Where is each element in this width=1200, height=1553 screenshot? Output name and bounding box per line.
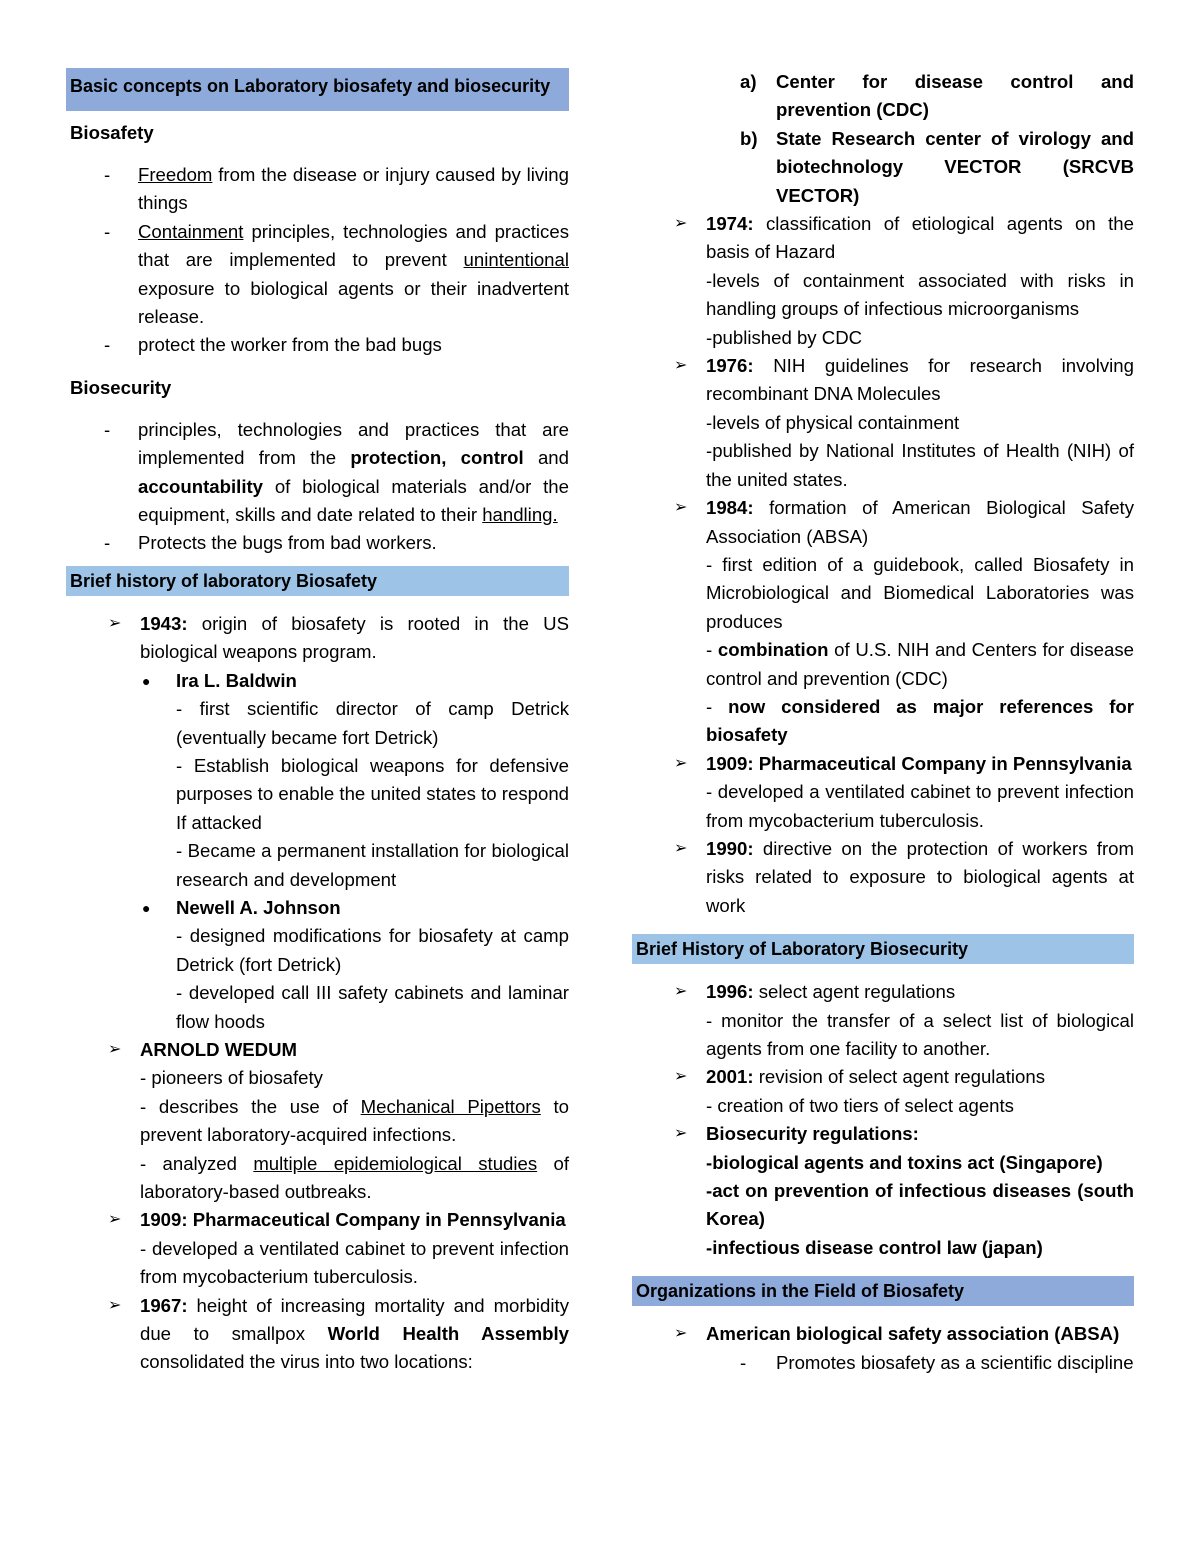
text: - [706,695,729,717]
timeline-item-1990 [632,835,1134,920]
text: accountability [138,475,264,497]
section-header-organizations: Organizations in the Field of Biosafety [632,1276,1134,1306]
location-a [632,68,1134,125]
list-item [66,331,569,359]
year: 2001: [706,1066,754,1088]
text: formation of American Biological Safety Association (ABSA) [706,497,1134,547]
text: combination [717,639,829,661]
text: exposure to biological agents or their inadvertent release. [138,277,569,328]
arrow-icon: ➢ [674,357,688,375]
year: 1996: [706,981,754,1003]
term: Mechanical Pipettors [360,1095,541,1117]
year: 1967: [140,1294,188,1316]
org-name: American biological safety association (ABSA) [706,1323,1120,1345]
dash-marker: - [104,532,111,554]
text: -levels of containment associated with risks in handling groups of infectious microorganisms [706,269,1134,320]
arrow-icon: ➢ [674,499,688,517]
person-name: ARNOLD WEDUM [140,1038,297,1060]
timeline-item-wedum [66,1036,569,1206]
text: select agent regulations [753,981,956,1003]
arrow-icon: ➢ [674,983,688,1001]
text: of laboratory-based outbreaks. [140,1152,569,1202]
text: State Research center of virology and biotechnology VECTOR (SRCVB VECTOR) [776,127,1134,206]
arrow-icon: ➢ [674,215,688,233]
year: 1976: [706,355,754,377]
list-item [632,1349,1134,1377]
text: - first scientific director of camp Detrick (eventually became fort Detrick) [176,698,569,748]
arrow-icon: ➢ [108,1040,122,1058]
bullet-icon: ● [142,672,151,689]
year: 1984: [706,497,754,519]
arrow-icon: ➢ [674,754,688,772]
text: principles, technologies and practices that are implemented to prevent [138,220,569,271]
list-item [66,161,569,218]
text: revision of select agent regulations [753,1066,1046,1088]
text: - developed a ventilated cabinet to prevent infection from mycobacterium tuberculosis. [706,781,1134,831]
timeline-item-1976 [632,352,1134,494]
biosecurity-heading: Biosecurity [70,376,172,398]
text: origin of biosafety is rooted in the US biological weapons program. [140,612,569,663]
list-marker: b) [740,127,758,149]
arrow-icon: ➢ [108,1211,122,1229]
text: - Establish biological weapons for defensive purposes to enable the united states to respond If attacked [176,754,569,833]
timeline-item-2001 [632,1063,1134,1120]
arrow-icon: ➢ [674,1068,688,1086]
timeline-item-1984 [632,494,1134,750]
list-item [66,529,569,557]
text: principles, technologies and practices that are implemented from the [138,418,569,469]
text: - analyzed [140,1152,254,1174]
organization-absa [632,1320,1134,1348]
text: protection, control [350,447,524,469]
text: consolidated the virus into two locations: [140,1351,473,1373]
text: protect the worker from the bad bugs [138,334,442,356]
event-title: Biosecurity regulations: [706,1123,919,1145]
dash-marker: - [740,1351,747,1373]
left-column [66,68,569,1377]
section-header-history-biosecurity: Brief History of Laboratory Biosecurity [632,934,1134,964]
text: -act on prevention of infectious diseases (south Korea) [706,1180,1134,1230]
event-title: 1909: Pharmaceutical Company in Pennsylvania [140,1209,566,1231]
text: - first edition of a guidebook, called Biosafety in Microbiological and Biomedical Laboratories was produces [706,553,1134,632]
text: - developed call III safety cabinets and laminar flow hoods [176,982,569,1032]
text: -biological agents and toxins act (Singapore) [706,1151,1103,1173]
text: now considered as major references for biosafety [706,695,1135,746]
text: -published by National Institutes of Health (NIH) of the united states. [706,440,1134,490]
biosecurity-regulations [632,1120,1134,1262]
text: - [706,639,718,661]
term-containment: Containment [138,220,244,242]
text: -infectious disease control law (japan) [706,1236,1043,1258]
text: from the disease or injury caused by living things [138,164,569,214]
timeline-item-1909 [66,1206,569,1291]
text: to prevent laboratory-acquired infections. [140,1095,569,1146]
text: Protects the bugs from bad workers. [138,532,437,554]
text: World Health Assembly [327,1323,569,1345]
arrow-icon: ➢ [108,1296,122,1314]
year: 1990: [706,837,754,859]
timeline-item-1909-right [632,750,1134,835]
text: - Became a permanent installation for biological research and development [176,840,569,890]
section-header-history-biosafety: Brief history of laboratory Biosafety [66,566,569,596]
text: Center for disease control and prevention (CDC) [776,71,1134,121]
timeline-item-1996 [632,978,1134,1063]
person-johnson [66,894,569,1036]
text: -levels of physical containment [706,411,960,433]
text: of biological materials and/or the equipment, skills and date related to their [138,475,569,526]
text: -published by CDC [706,326,863,348]
arrow-icon: ➢ [674,839,688,857]
term: multiple epidemiological studies [253,1152,538,1174]
section-header-basic-concepts: Basic concepts on Laboratory biosafety and biosecurity [66,68,569,111]
text: NIH guidelines for research involving recombinant DNA Molecules [706,355,1134,405]
person-baldwin [66,667,569,894]
person-name: Ira L. Baldwin [176,669,297,691]
dash-marker: - [104,220,111,242]
text: height of increasing mortality and morbidity due to smallpox [140,1294,569,1345]
timeline-item-1967 [66,1292,569,1377]
biosafety-heading: Biosafety [70,122,154,143]
text: - pioneers of biosafety [140,1067,323,1089]
text: Promotes biosafety as a scientific discipline [776,1351,1134,1373]
term-handling: handling. [482,504,558,526]
text: - creation of two tiers of select agents [706,1094,1014,1116]
text: - designed modifications for biosafety at camp Detrick (fort Detrick) [176,925,569,975]
timeline-item-1943 [66,610,569,667]
location-b [632,125,1134,210]
person-name: Newell A. Johnson [176,896,341,918]
text: directive on the protection of workers from risks related to exposure to biological agents at work [706,837,1134,916]
year: 1943: [140,612,188,634]
right-column [632,68,1134,1377]
dash-marker: - [104,334,111,356]
text: classification of etiological agents on the basis of Hazard [706,213,1134,263]
text: - monitor the transfer of a select list of biological agents from one facility to another. [706,1009,1134,1059]
list-item [66,416,569,530]
arrow-icon: ➢ [674,1325,688,1343]
list-marker: a) [740,71,757,92]
year: 1974: [706,213,754,235]
dash-marker: - [104,418,111,440]
text: and [523,447,569,469]
text: - developed a ventilated cabinet to prevent infection from mycobacterium tuberculosis. [140,1237,569,1288]
arrow-icon: ➢ [674,1125,688,1143]
arrow-icon: ➢ [108,614,122,632]
term-unintentional: unintentional [463,249,569,271]
list-item [66,218,569,332]
text: of U.S. NIH and Centers for disease control and prevention (CDC) [706,639,1134,689]
timeline-item-1974 [632,210,1134,352]
bullet-icon: ● [142,899,151,916]
term-freedom: Freedom [138,164,213,185]
event-title: 1909: Pharmaceutical Company in Pennsylvania [706,752,1132,774]
text: - describes the use of [140,1095,361,1117]
dash-marker: - [104,164,111,185]
